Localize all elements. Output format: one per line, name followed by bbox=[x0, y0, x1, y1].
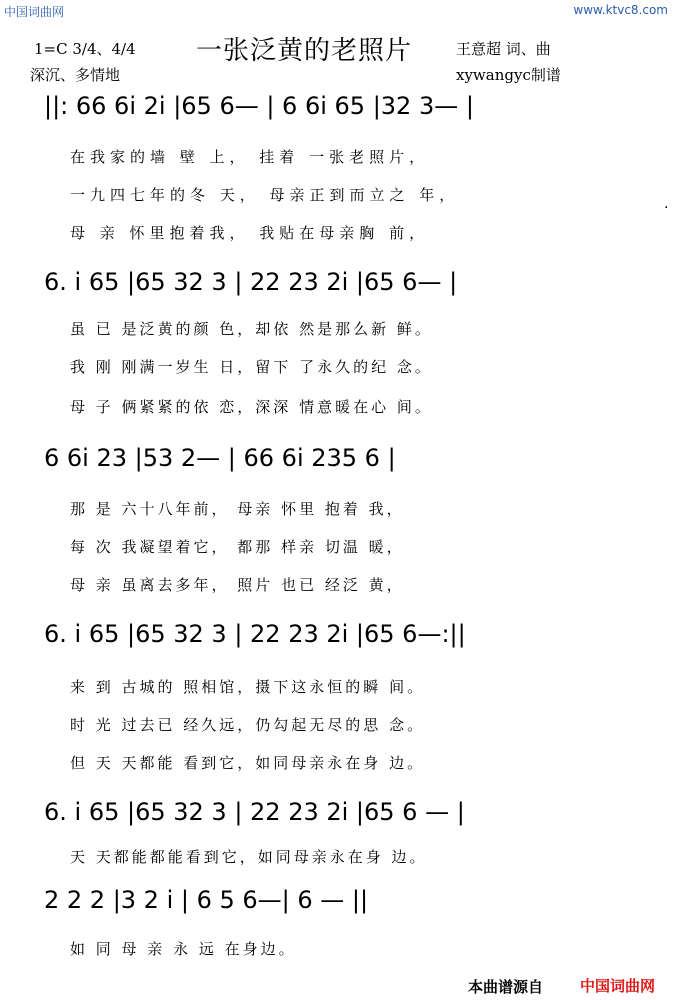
notation-line-4: 6. i 65 |65 32 3 | 22 23 2i |65 6—:|| bbox=[44, 620, 466, 648]
mood-marking: 深沉、多情地 bbox=[30, 66, 121, 84]
watermark-left: 中国词曲网 bbox=[4, 5, 65, 19]
lyric-line-3-verse-2: 每 次 我凝望着它， 都那 样亲 切温 暖， bbox=[70, 538, 405, 556]
notation-line-3: 6 6i 23 |53 2— | 66 6i 235 6 | bbox=[44, 444, 396, 472]
lyric-line-1-verse-1: 在我家的墙 壁 上， 挂着 一张老照片， bbox=[70, 148, 430, 166]
notation-line-2: 6. i 65 |65 32 3 | 22 23 2i |65 6— | bbox=[44, 268, 458, 296]
watermark-right: www.ktvc8.com bbox=[573, 3, 668, 17]
credit-arranger: xywangyc制谱 bbox=[456, 66, 561, 84]
notation-line-5: 6. i 65 |65 32 3 | 22 23 2i |65 6 — | bbox=[44, 798, 465, 826]
source-label: 本曲谱源自 bbox=[468, 978, 544, 996]
lyric-line-4-verse-2: 时 光 过去已 经久远，仍勾起无尽的思 念。 bbox=[70, 716, 426, 734]
lyric-line-6-verse-1: 如 同 母 亲 永 远 在身边。 bbox=[70, 940, 297, 958]
lyric-line-1-verse-2: 一九四七年的冬 天， 母亲正到而立之 年， bbox=[70, 186, 460, 204]
lyric-line-4-verse-1: 来 到 古城的 照相馆，摄下这永恒的瞬 间。 bbox=[70, 678, 426, 696]
stray-mark: . bbox=[664, 196, 669, 212]
lyric-line-4-verse-3: 但 天 天都能 看到它，如同母亲永在身 边。 bbox=[70, 754, 426, 772]
key-signature: 1=C 3/4、4/4 bbox=[34, 40, 136, 58]
lyric-line-2-verse-1: 虽 已 是泛黄的颜 色，却依 然是那么新 鲜。 bbox=[70, 320, 433, 338]
source-brand-link[interactable]: 中国词曲网 bbox=[580, 977, 656, 995]
notation-line-6: 2 2 2 |3 2 i | 6 5 6—| 6 — || bbox=[44, 886, 369, 914]
notation-line-1: ||: 66 6i 2i |65 6— | 6 6i 65 |32 3— | bbox=[44, 92, 474, 120]
lyric-line-5-verse-1: 天 天都能都能看到它，如同母亲永在身 边。 bbox=[70, 848, 428, 866]
lyric-line-3-verse-3: 母 亲 虽离去多年， 照片 也已 经泛 黄， bbox=[70, 576, 405, 594]
lyric-line-1-verse-3: 母 亲 怀里抱着我， 我贴在母亲胸 前， bbox=[70, 224, 430, 242]
lyric-line-2-verse-2: 我 刚 刚满一岁生 日，留下 了永久的纪 念。 bbox=[70, 358, 433, 376]
credit-lyrics-music: 王意超 词、曲 bbox=[456, 40, 551, 58]
lyric-line-3-verse-1: 那 是 六十八年前， 母亲 怀里 抱着 我， bbox=[70, 500, 405, 518]
song-title: 一张泛黄的老照片 bbox=[196, 36, 413, 66]
lyric-line-2-verse-3: 母 子 俩紧紧的依 恋，深深 情意暖在心 间。 bbox=[70, 398, 433, 416]
